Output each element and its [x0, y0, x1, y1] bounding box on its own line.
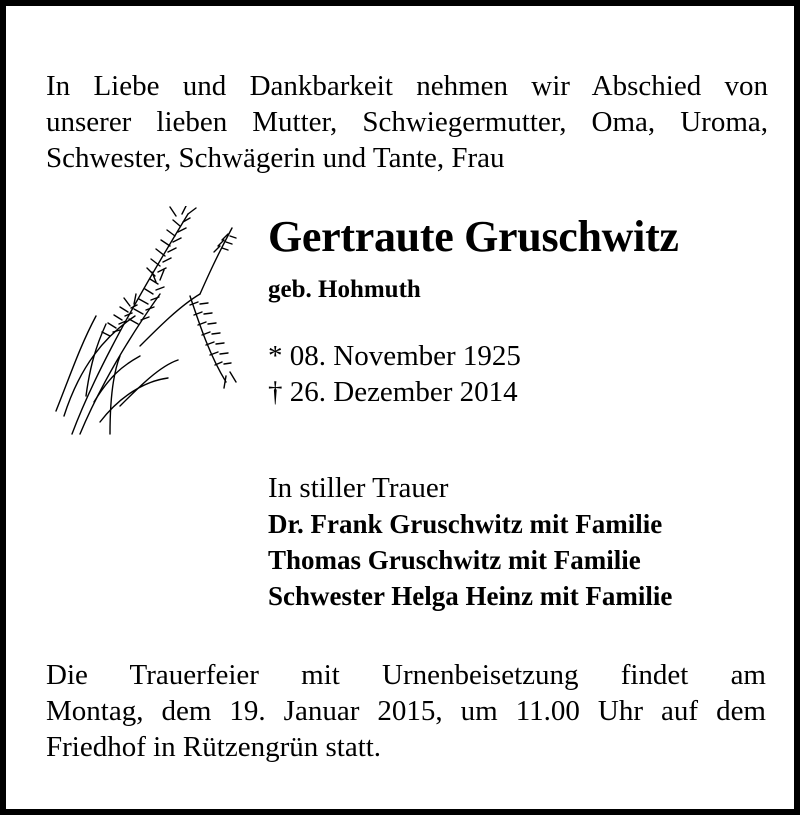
- deceased-name: Gertraute Gruschwitz: [268, 212, 679, 261]
- mourner-family: Dr. Frank Gruschwitz mit Familie: [268, 509, 663, 539]
- mourner-family: Schwester Helga Heinz mit Familie: [268, 581, 673, 611]
- wheat-ears-icon: [50, 206, 270, 438]
- intro-line: In Liebe und Dankbarkeit nehmen wir Abschied von: [46, 70, 768, 102]
- ceremony-line: Montag, dem 19. Januar 2015, um 11.00 Uhr auf dem: [46, 695, 766, 727]
- birth-date: * 08. November 1925: [268, 340, 521, 372]
- intro-text: [46, 68, 768, 176]
- mourners-block: [268, 470, 672, 614]
- mourners-heading: In stiller Trauer: [268, 472, 449, 504]
- ceremony-line: Friedhof in Rützengrün statt.: [46, 731, 382, 763]
- intro-line: Schwester, Schwägerin und Tante, Frau: [46, 142, 505, 174]
- ceremony-line: Die Trauerfeier mit Urnenbeisetzung findet am: [46, 659, 766, 691]
- life-dates: [268, 338, 521, 410]
- birth-name: geb. Hohmuth: [268, 276, 421, 303]
- death-date: † 26. Dezember 2014: [268, 376, 518, 408]
- intro-line: unserer lieben Mutter, Schwiegermutter, Oma, Uroma,: [46, 106, 768, 138]
- mourner-family: Thomas Gruschwitz mit Familie: [268, 545, 641, 575]
- ceremony-text: [46, 657, 766, 765]
